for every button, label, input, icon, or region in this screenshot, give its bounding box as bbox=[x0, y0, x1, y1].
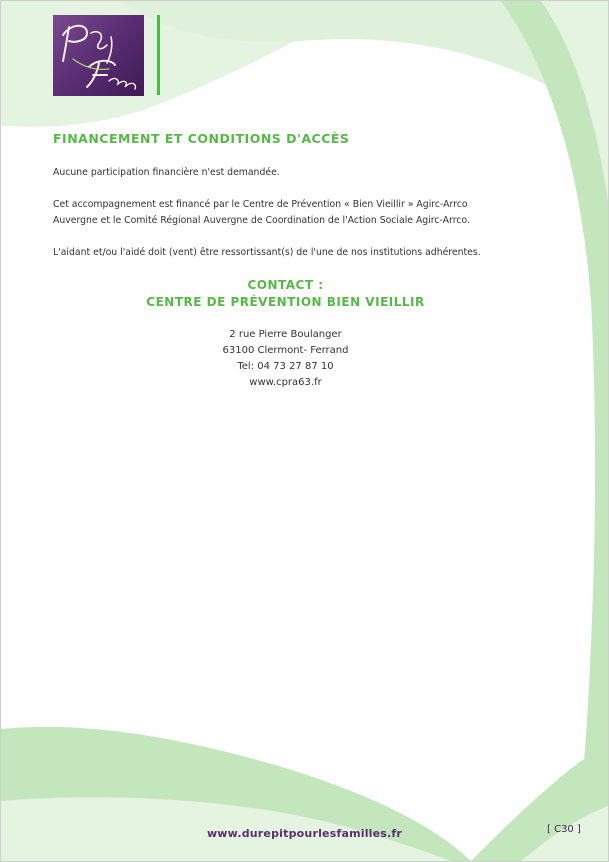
contact-city: 63100 Clermont- Ferrand bbox=[222, 345, 349, 356]
funding-paragraph: Aucune participation financière n'est demandée. bbox=[53, 167, 280, 178]
contact-street: 2 rue Pierre Boulanger bbox=[229, 329, 342, 340]
page-number: [ C30 ] bbox=[547, 824, 581, 835]
logo-divider bbox=[157, 15, 160, 95]
contact-phone[interactable]: Tel: 04 73 27 87 10 bbox=[237, 361, 334, 372]
funding-source-line-2: Auvergne et le Comité Régional Auvergne de Coordination de l'Action Sociale Agirc-Arrco. bbox=[53, 215, 470, 226]
logo-script-mark bbox=[53, 15, 144, 96]
repit-familles-logo bbox=[53, 15, 144, 96]
contact-website-link[interactable]: www.cpra63.fr bbox=[249, 377, 322, 388]
decorative-green-waves bbox=[1, 1, 608, 861]
funding-source-line-1: Cet accompagnement est financé par le Centre de Prévention « Bien Vieillir » Agirc-Arrco bbox=[53, 199, 468, 210]
contact-heading: CONTACT : bbox=[247, 278, 324, 292]
contact-organization: CENTRE DE PRÉVENTION BIEN VIEILLIR bbox=[146, 295, 425, 309]
eligibility-paragraph: L'aidant et/ou l'aidé doit (vent) être ressortissant(s) de l'une de nos institutions adhérentes. bbox=[53, 247, 481, 258]
footer-website-link[interactable]: www.durepitpourlesfamilles.fr bbox=[206, 827, 403, 840]
section-title: FINANCEMENT ET CONDITIONS D'ACCÈS bbox=[53, 131, 350, 146]
